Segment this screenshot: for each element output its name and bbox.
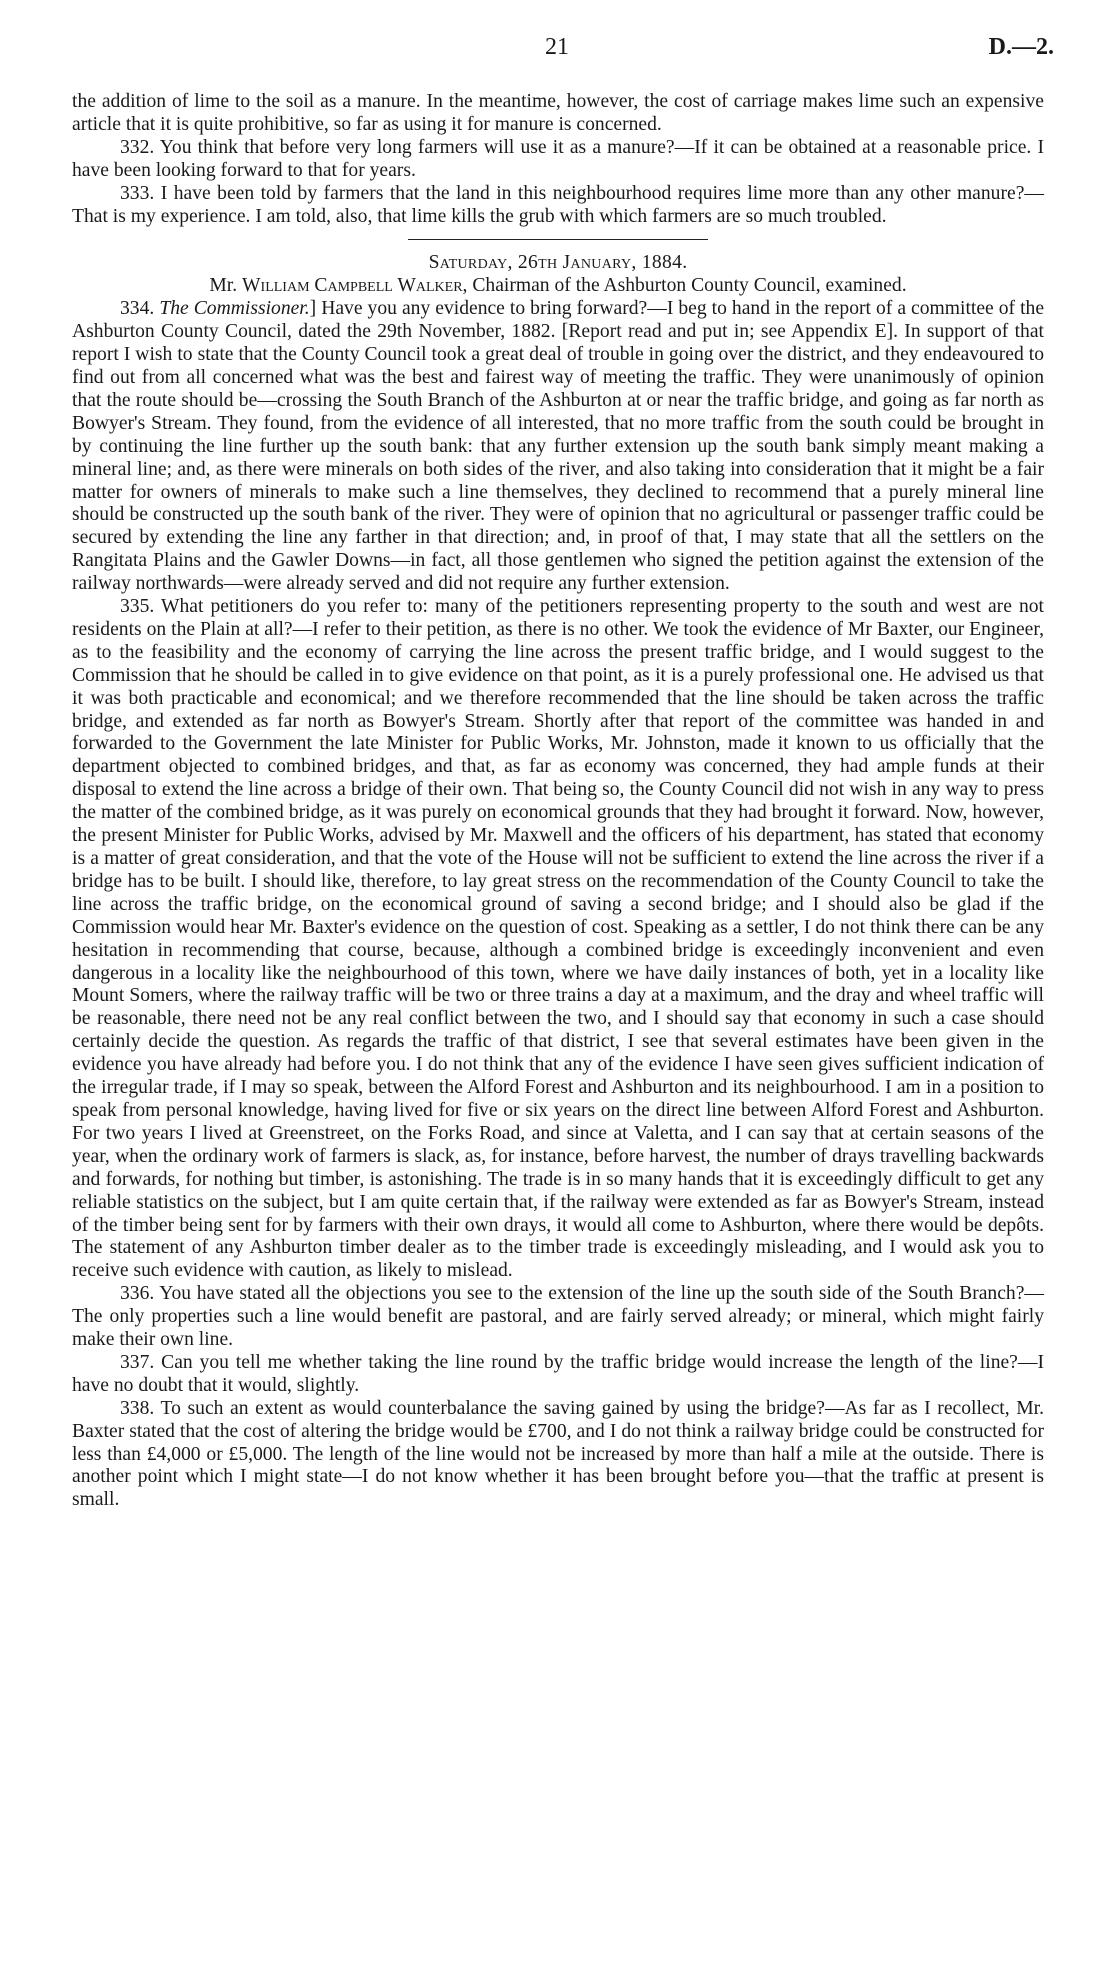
document-body: [72, 91, 1044, 1512]
question-336: 336. You have stated all the objections you see to the extension of the line up the south side of the South Branch?—The only properties such a line would benefit are pastoral, and are fairly served already; or mineral, which might fairly make their own line.: [72, 1283, 1044, 1351]
session-date: Saturday, 26th January, 1884.: [428, 252, 688, 274]
page-number: 21: [545, 34, 569, 60]
paragraph-continued: the addition of lime to the soil as a manure. In the meantime, however, the cost of carriage makes lime such an expensive article that it is quite prohibitive, so far as using it for manure is concerned.: [72, 91, 1044, 135]
witness-role: , Chairman of the Ashburton County Council, examined.: [462, 275, 907, 297]
question-337: 337. Can you tell me whether taking the line round by the traffic bridge would increase the length of the line?—I have no doubt that it would, slightly.: [72, 1351, 1044, 1396]
question-332: 332. You think that before very long farmers will use it as a manure?—If it can be obtained at a reasonable price. I have been looking forward to that for years.: [72, 136, 1044, 181]
question-334: [72, 298, 1044, 596]
question-338: 338. To such an extent as would counterbalance the saving gained by using the bridge?—As far as I recollect, Mr. Baxter stated that the cost of altering the bridge would be £700, and I do not think a railway bridge could be constructed for less than £4,000 or £5,000. The length of the line would not be increased by more than half a mile at the outside. There is another point which I might state—I do not know whether it has been brought before you—that the traffic at present is small.: [72, 1397, 1044, 1511]
section-divider: [408, 239, 708, 240]
document-reference: D.—2.: [988, 34, 1054, 60]
witness-introduction: [72, 275, 1044, 298]
speaker-label: The Commissioner.: [159, 298, 310, 320]
question-number: 334.: [120, 298, 160, 320]
witness-name: William Campbell Walker: [242, 275, 463, 297]
question-333: 333. I have been told by farmers that the land in this neighbourhood requires lime more than any other manure?—That is my experience. I am told, also, that lime kills the grub with which farmers are so much troubled.: [72, 182, 1044, 227]
question-335: 335. What petitioners do you refer to: many of the petitioners representing property to the south and west are not residents on the Plain at all?—I refer to their petition, as there is no other. We took the evidence of Mr Baxter, our Engineer, as to the feasibility and the economy of carrying the line across the present traffic bridge, and I would suggest to the Commission that he should be called in to give evidence on that point, as it is a purely professional one. He advised us that it was both practicable and economical; and we therefore recommended that the line should be taken across the traffic bridge, and extended as far north as Bowyer's Stream. Shortly after that report of the committee was handed in and forwarded to the Government the late Minister for Public Works, Mr. Johnston, made it known to us officially that the department objected to combined bridges, and that, as far as economy was concerned, they had ample funds at their disposal to extend the line across a bridge of their own. That being so, the County Council did not wish in any way to press the matter of the combined bridge, as it was purely on economical grounds that they had brought it forward. Now, however, the present Minister for Public Works, advised by Mr. Maxwell and the officers of his department, has stated that economy is a matter of great consideration, and that the vote of the House will not be sufficient to extend the line across the river if a bridge has to be built. I should like, therefore, to lay great stress on the recommendation of the County Council to take the line across the traffic bridge, on the economical ground of saving a second bridge; and I should also be glad if the Commission would hear Mr. Baxter's evidence on the question of cost. Speaking as a settler, I do not think there can be any hesitation in recommending that course, because, although a combined bridge is exceedingly inconvenient and even dangerous in a locality like the neighbourhood of this town, where we have daily instances of both, yet in a locality like Mount Somers, where the railway traffic will be two or three trains a day at a maximum, and the dray and wheel traffic will be reasonable, there need not be any real conflict between the two, and I should say that economy in such a case should certainly decide the question. As regards the traffic of that district, I see that several estimates have been given in the evidence you have already had before you. I do not think that any of the evidence I have seen gives sufficient indication of the irregular trade, if I may so speak, between the Alford Forest and Ashburton and its neighbourhood. I am in a position to speak from personal knowledge, having lived for five or six years on the direct line between Alford Forest and Ashburton. For two years I lived at Greenstreet, on the Forks Road, and since at Valetta, and I can say that at certain seasons of the year, when the ordinary work of farmers is slack, as, for instance, before harvest, the number of drays travelling backwards and forwards, for nothing but timber, is astonishing. The trade is in so many hands that it is exceedingly difficult to get any reliable statistics on the subject, but I am quite certain that, if the railway were extended as far as Bowyer's Stream, instead of the timber being sent for by farmers with their own drays, it would all come to Ashburton, where there would be depôts. The statement of any Ashburton timber dealer as to the timber trade is exceedingly misleading, and I would ask you to receive such evidence with caution, as likely to mislead.: [72, 596, 1044, 1282]
question-text: ] Have you any evidence to bring forward?—I beg to hand in the report of a committee of the Ashburton County Council, dated the 29th November, 1882. [Report read and put in; see Appendix E]. In support of that report I wish to state that the County Council took a great deal of trouble in going over the district, and they endeavoured to find out from all concerned what was the best and fairest way of meeting the traffic. They were unanimously of opinion that the route should be—crossing the South Branch of the Ashburton at or near the traffic bridge, and going as far north as Bowyer's Stream. They found, from the evidence of all interested, that no more traffic from the south could be brought in by continuing the line further up the south bank: that any further extension up the south bank simply meant making a mineral line; and, as there were minerals on both sides of the river, and also taking into consideration that it might be a fair matter for owners of minerals to make such a line themselves, they declined to recommend that a purely mineral line should be constructed up the south bank of the river. They were of opinion that no agricultural or passenger traffic could be secured by extending the line any farther in that direction; and, in proof of that, I may state that all the settlers on the Rangitata Plains and the Gawler Downs—in fact, all those gentlemen who signed the petition against the extension of the railway northwards—were already served and did not require any further extension.: [72, 298, 1045, 595]
witness-prefix: Mr.: [209, 275, 243, 297]
